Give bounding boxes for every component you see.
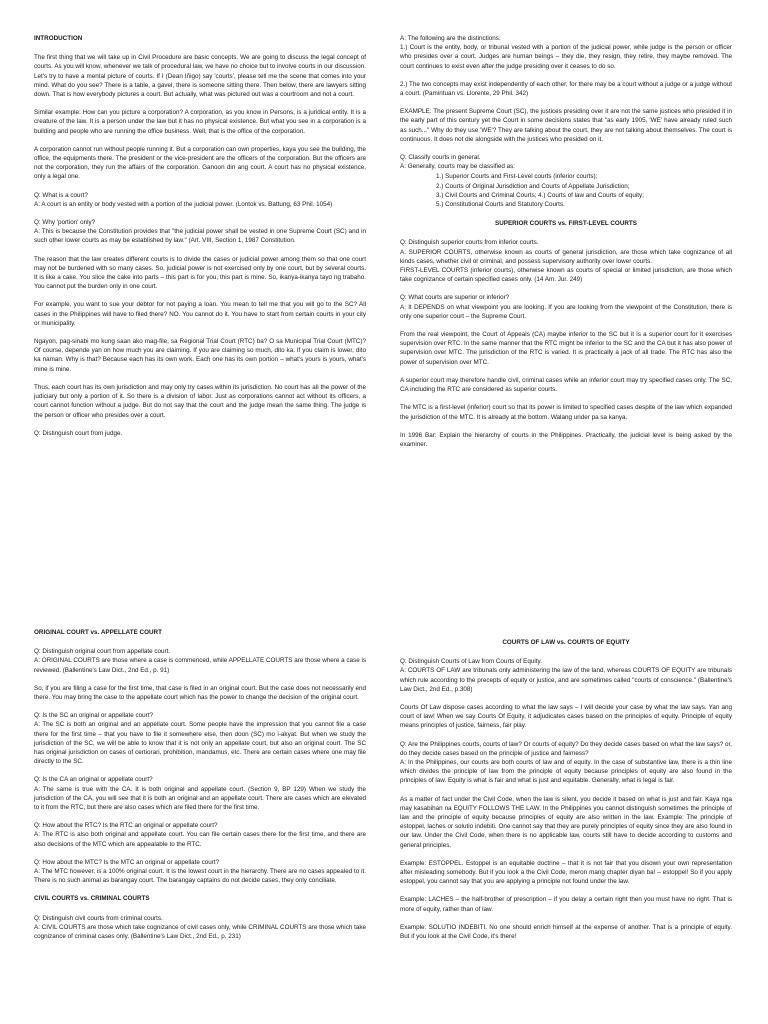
qa-paragraph: Q: Are the Philippines courts, courts of law? Or courts of equity? Do they decide cases based on what the law says? or, do they decide cases based on the principle of justice and fairness? A: In the Philippines, our courts are both courts of law and of equity. In the case of substantive law, there is a thin line which divides the principle of law from the principle of equity because principles of equity are also found in the principles of law. Equity is what is fair and what is just and equitable. Generally, what is legal is fair.	[400, 740, 732, 785]
heading-law-vs-equity: COURTS OF LAW vs. COURTS OF EQUITY	[502, 639, 630, 646]
paragraph: 2.) The two concepts may exist independently of each other, for there may be a court without a judge or a judge without a court. (Pamintuan vs. Llorente, 29 Phil. 342)	[400, 80, 732, 98]
qa-paragraph: Q: Is the SC an original or appellate court? A: The SC is both an original and an appellate court. Some people have the impression that you cannot file a case there for the first time – that you have to file it somewhere else, then doon (SC) mo i-akyat. But when we study the jurisdiction of the SC, we will be able to know that it is not only an appellate court, but also an original court. The SC has original jurisdiction on cases of certiorari, prohibition, mandamus, etc. There are certain cases where one may file directly to the SC.	[34, 712, 366, 766]
top-left-column	[34, 34, 366, 447]
list-item: 1.) Superior Courts and First-Level courts (inferior courts);	[436, 173, 598, 181]
paragraph: Courts Of Law dispose cases according to what the law says – I will decide your case by what the law says. Yan ang court of law! When we say Courts Of Equity, it adjudicates cases based on the principles of equity. Principle of equity means principles of justice, fairness, fair play.	[400, 704, 732, 730]
paragraph: From the real viewpoint, the Court of Appeals (CA) maybe inferior to the SC but it is a superior court for it exercises supervision over RTC. In the same manner that the RTC might be inferior to the SC and the CA but it has also power of supervision over MTC. The jurisdiction of the RTC is varied. It is practically a jack of all trade. The RTC has also the power of supervision over MTC.	[400, 331, 732, 366]
list-item: 5.) Constitutional Courts and Statutory Courts.	[436, 201, 565, 209]
heading-civil-vs-criminal: CIVIL COURTS vs. CRIMINAL COURTS	[34, 895, 150, 903]
paragraph: Example: LACHES – the half-brother of prescription – if you delay a certain right then you must have no right. That is more of equity, rather than of law.	[400, 896, 732, 913]
court-classification-list	[400, 172, 732, 209]
paragraph: The MTC is a first-level (inferior) court so that its power is limited to specified cases despite of the law which expanded the jurisdiction of the MTC. It is already at the bottom. Walang under pa sa kanya.	[400, 404, 732, 421]
paragraph: Thus, each court has its own jurisdiction and may only try cases within its jurisdiction. No court has all the power of the judiciary but only a portion of it. So there is a division of labor. Just as corporations cannot act without its officers, a court cannot function without a judge. But do not say that the court and the judge mean the same thing. The judge is the person or officer who presides over a court.	[34, 383, 366, 419]
qa-paragraph: A: The following are the distinctions: 1.) Court is the entity, body, or tribunal vested with a portion of the judicial power, while judge is the person or officer who presides over a court. Judges are human beings – they die, they resign, they retire, they maybe removed. The court continues to exist even after the judge presiding over it ceases to do so.	[400, 35, 732, 70]
bottom-right-column	[400, 638, 732, 950]
qa-paragraph: Q: Why 'portion' only? A: This is because the Constitution provides that "the judicial power shall be vested in one Supreme Court (SC) and in such other lower courts as may be established by law." (Art. VIII, Section 1, 1987 Constitution.	[34, 219, 366, 245]
paragraph: The reason that the law creates different courts is to divide the cases or judicial power among them so that one court may not be burdened with so many cases. So, judicial power is not exercised only by one court, but by several courts. It is like a cake. You slice the cake into parts – this part is for you, this part is mine. So, ikanya-ikanya tayo ng trabaho. You cannot put the burden only in one court.	[34, 255, 366, 291]
heading-introduction: INTRODUCTION	[34, 35, 83, 42]
paragraph: The first thing that we will take up in Civil Procedure are basic concepts. We are going to discuss the legal concept of courts. As you will know, whenever we talk of procedural law, we have no choice but to involve courts in our discussion. Let's try to have a mental picture of courts. If I (Dean Iñigo) say 'courts', please tell me the scene that comes into your mind. What do you see? There is a table, a gavel, there is someone sitting there. Then below, there are lawyers sitting down. That is how everybody pictures a court. But actually, what was pictured out was a courtroom and not a court.	[34, 54, 366, 99]
heading-original-vs-appellate: ORIGINAL COURT vs. APPELLATE COURT	[34, 629, 162, 636]
qa-paragraph: Q: Distinguish superior courts from inferior courts. A: SUPERIOR COURTS, otherwise known as courts of general jurisdiction, are those which take cognizance of all kinds cases, whether civil or criminal, and possess supervisory authority over lower courts. FIRST-LEVEL COURTS (inferior courts), otherwise known as courts of special or limited jurisdiction, are those which take cognizance of certain specified cases only. (14 Am. Jur. 249)	[400, 239, 732, 284]
qa-paragraph: Q: How about the RTC? Is the RTC an original or appellate court? A: The RTC is also both original and appellate court. You can file certain cases there for the first time, and there are also decisions of the MTC which are appealable to the RTC.	[34, 822, 366, 848]
heading-superior-vs-first-level: SUPERIOR COURTS vs. FIRST-LEVEL COURTS	[495, 220, 637, 228]
qa-paragraph: Q: How about the MTC? Is the MTC an original or appellate court? A: The MTC however, is a 100% original court. It is the lowest court in the hierarchy. There are no cases appealed to it. There is no such animal as barangay court. The barangay captains do not decide cases, they only conciliate.	[34, 858, 366, 885]
qa-paragraph: Q: Classify courts in general. A: Generally, courts may be classified as:	[400, 154, 516, 171]
qa-paragraph: Q: What courts are superior or inferior? A: It DEPENDS on what viewpoint you are looking. If you are looking from the viewpoint of the Constitution, there is only one superior court – the Supreme Court.	[400, 294, 732, 320]
paragraph: So, if you are filing a case for the first time, that case is filed in an original court. But the case does not necessarily end there. You may bring the case to the appellate court which has the power to change the decision of the original court.	[34, 684, 366, 702]
paragraph: In 1996 Bar: Explain the hierarchy of courts in the Philippines. Practically, the judicial level is being asked by the examiner.	[400, 431, 732, 448]
paragraph: EXAMPLE: The present Supreme Court (SC), the justices presiding over it are not the same justices who presided it in the early part of this century yet the Court in some decisions states that "as early 1905, 'WE' have already ruled such as such..." Why do they use 'WE'? They are talking about the court, they are not talking about themselves. The court is continuous. It does not die alongside with the justices who presided on it.	[400, 108, 732, 143]
paragraph: As a matter of fact under the Civil Code, when the law is silent, you decide it based on what is just and fair. Kaya nga may kasabihan na EQUITY FOLLOWS THE LAW. In the Philippines you cannot distinguish sometimes the principle of law and the principle of equity because principles of equity are also written in the law. Example: The principle of estoppel, laches or solutio indebiti. One cannot say that they are purely principles of equity since they are also found in our law. Under the Civil Code, when there is no applicable law, courts still have to decide according to customs and general principles.	[400, 795, 732, 849]
paragraph: Example: SOLUTIO INDEBITI. No one should enrich himself at the expense of another. That is a principle of equity. But if you look at the Civil Code, it's there!	[400, 923, 732, 941]
qa-paragraph: Q: Distinguish Courts of Law from Courts of Equity. A: COURTS OF LAW are tribunals only administering the law of the land, whereas COURTS OF EQUITY are tribunals which rule according to the precepts of equity or justice, and are sometimes called "courts of conscience." (Ballentine's Law Dict., 2nd Ed., p.308)	[400, 658, 732, 693]
bottom-left-column	[34, 628, 366, 950]
paragraph: A corporation cannot run without people running it. But a corporation can own properties, kaya you see the building, the office, the equipments there. The president or the vice-president are the officers of the corporation. But the officers are not the corporation, they run the affairs of the corporation. Ganoon din ang court. A court has no physical existence, only a legal one.	[34, 145, 366, 181]
top-right-column	[400, 34, 732, 458]
list-item: 3.) Civil Courts and Criminal Courts; 4.) Courts of law and Courts of equity;	[436, 191, 644, 199]
qa-paragraph: Q: Distinguish civil courts from criminal courts. A: CIVIL COURTS are those which take cognizance of civil cases only, while CRIMINAL COURTS are those which take cognizance of criminal cases only. (Ballentine's Law Dict., 2nd Ed., p. 231)	[34, 914, 367, 941]
paragraph: A superior court may therefore handle civil, criminal cases while an inferior court may try specified cases only. The SC, CA including the RTC are considered as superior courts.	[400, 376, 732, 394]
question-paragraph: Q: Distinguish court from judge.	[34, 429, 123, 437]
paragraph: Example: ESTOPPEL. Estoppel is an equitable doctrine – that it is not fair that you disown your own representation after misleading somebody. But if you look a the Civil Code, meron mang chapter diyan ba! – estoppel! So if you apply estoppel, you cannot say that you are applying a principle not found under the law.	[400, 859, 732, 886]
paragraph: For example, you want to sue your debtor for not paying a loan. You mean to tell me that you will go to the SC? All cases in the Philippines will have to filed there? NO. You cannot do it. You have to start from certain courts in your city or municipality.	[34, 301, 366, 327]
qa-paragraph: Q: Is the CA an original or appellate court? A: The same is true with the CA. It is both original and appellate court. (Section 9, BP 129) When we study the jurisdiction of the CA, you will see that it is both an original and an appellate court. There are cases which are elevated to it from the RTC, but there are also cases which are filed there for the first time.	[34, 776, 366, 812]
qa-paragraph: Q: Distinguish original court from appellate court. A: ORIGINAL COURTS are those where a case is commenced, while APPELLATE COURTS are those where a case is reviewed. (Ballentine's Law Dict., 2nd Ed., p. 91)	[34, 648, 366, 674]
list-item: 2.) Courts of Original Jurisdiction and Courts of Appellate Jurisdiction;	[436, 182, 630, 190]
paragraph: Similar example: How can you picture a corporation? A corporation, as you know in Persons, is a juridical entity. It is a creature of the law. It is a person under the law but it has no physical existence. But what you see in a corporation is a building and people who are running the office business. Well, that is the office of the corporation.	[34, 109, 366, 135]
qa-paragraph: Q: What is a court? A: A court is an entity or body vested with a portion of the judicial power. (Lontok vs. Battung, 63 Phil. 1054)	[34, 191, 333, 208]
paragraph: Ngayon, pag-sinabi mo kung saan ako mag-file, sa Regional Trial Court (RTC) ba? O sa Municipal Trial Court (MTC)? Of course, depende yan on how much you are claiming. If you are claiming so much, dito ka. If you claim is lower, dito ka naman. Why is that? Because each has its own work. Each one has its own portion – what's yours is yours, what's mine is mine.	[34, 338, 366, 373]
